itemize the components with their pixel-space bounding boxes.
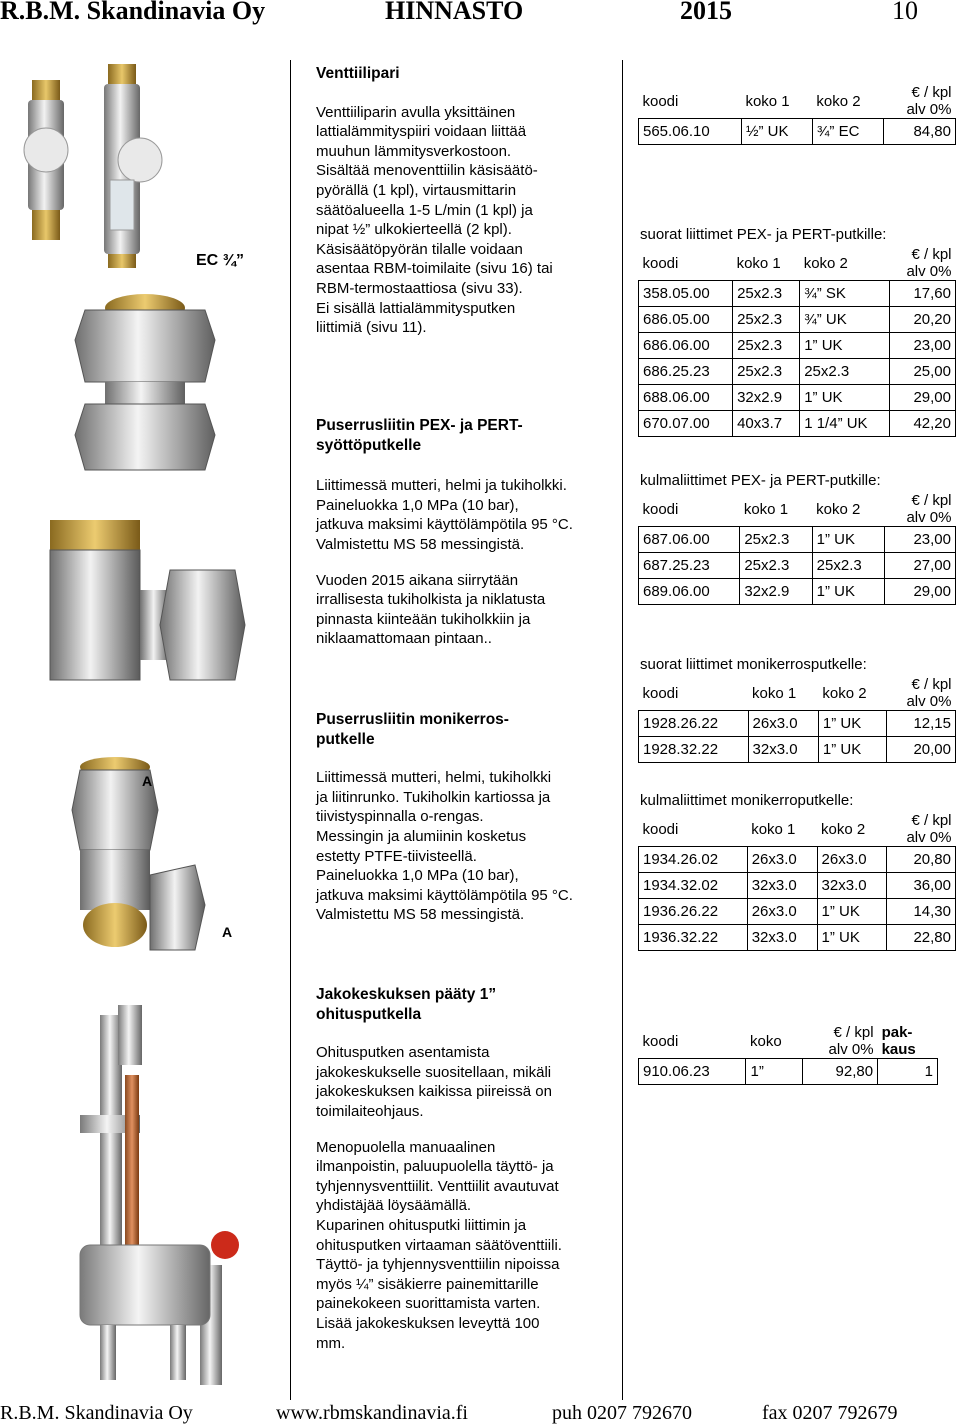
- text-line: myös ¼” sisäkierre painemittarille: [316, 1275, 539, 1293]
- table-label: kulmaliittimet monikerroputkelle:: [640, 792, 854, 809]
- col-header: € / kpl alv 0%: [906, 84, 952, 118]
- price-table-valve-pair: [638, 84, 956, 145]
- section-jakokeskus: [316, 985, 616, 1353]
- table-row: 1928.32.22 32x3.0 1” UK 20,00: [639, 737, 956, 763]
- text-line: Ohitusputken asentamista: [316, 1044, 490, 1062]
- text-line: painekokeen suorittamista varten.: [316, 1295, 541, 1313]
- text-line: Messingin ja alumiinin kosketus: [316, 827, 527, 845]
- table-row: 687.25.23 25x2.3 25x2.3 27,00: [639, 553, 956, 579]
- price-table-pex-straight: [638, 246, 956, 437]
- text-line: mm.: [316, 1334, 346, 1352]
- column-divider-left: [290, 60, 291, 1400]
- text-line: Täyttö- ja tyhjennysventtiilin nipoissa: [316, 1256, 560, 1274]
- price-table-multilayer-elbow: [638, 812, 956, 951]
- table-row: 687.06.00 25x2.3 1” UK 23,00: [639, 527, 956, 553]
- col-header: koodi: [642, 500, 679, 518]
- col-header: koodi: [642, 820, 679, 838]
- col-header: koko 2: [816, 500, 861, 518]
- text-line: liittimiä (sivu 11).: [316, 319, 427, 337]
- table-row: 688.06.00 32x2.9 1” UK 29,00: [639, 385, 956, 411]
- col-header: € / kpl alv 0%: [828, 1024, 874, 1058]
- text-line: yhdistäjää löysäämällä.: [316, 1197, 472, 1215]
- text-line: asentaa RBM-toimilaite (sivu 16) tai: [316, 260, 553, 278]
- col-header: koko 1: [745, 92, 790, 110]
- manifold-end-image: [20, 995, 270, 1395]
- header-year: 2015: [680, 0, 732, 25]
- col-header: koko 1: [751, 820, 796, 838]
- table-row: 1928.26.22 26x3.0 1” UK 12,15: [639, 711, 956, 737]
- col-header: koko 2: [816, 92, 861, 110]
- page-header: [0, 0, 960, 30]
- table-row: 670.07.00 40x3.7 1 1/4” UK 42,20: [639, 411, 956, 437]
- text-line: ohitusputken virtaaman säätöventtiili.: [316, 1236, 562, 1254]
- text-line: pinnasta kiinteään tukiholkkiin ja: [316, 610, 531, 628]
- text-line: jatkuva maksimi käyttölämpötila 95 °C.: [316, 516, 573, 534]
- page-footer: [0, 1402, 960, 1428]
- jakokeskus-heading-2: ohitusputkella: [316, 1005, 422, 1023]
- col-header: koko 2: [803, 254, 848, 272]
- table-row: [639, 119, 956, 145]
- section-monikerros: [316, 710, 616, 925]
- label-a-bottom: A: [222, 924, 233, 940]
- col-header: koko 2: [821, 820, 866, 838]
- text-line: Paineluokka 1,0 MPa (10 bar),: [316, 496, 519, 514]
- col-header: koko: [749, 1032, 782, 1050]
- col-header: koodi: [642, 254, 679, 272]
- text-line: Vuoden 2015 aikana siirrytään: [316, 571, 519, 589]
- header-company: R.B.M. Skandinavia Oy: [0, 0, 266, 25]
- col-header: koodi: [642, 684, 679, 702]
- cell-price: 84,80: [883, 119, 955, 145]
- text-line: nipat ½” ulkokierteellä (2 kpl).: [316, 221, 512, 239]
- venttiilipari-heading: Venttiilipari: [316, 65, 400, 82]
- table-row: 689.06.00 32x2.9 1” UK 29,00: [639, 579, 956, 605]
- header-page-number: 10: [892, 0, 918, 25]
- text-line: ilmanpoistin, paluupuolella täyttö- ja: [316, 1158, 554, 1176]
- text-line: lattialämmityspiiri voidaan liittää: [316, 123, 527, 141]
- column-divider-right: [622, 60, 623, 1400]
- table-row: 1934.26.02 26x3.0 26x3.0 20,80: [639, 847, 956, 873]
- cell-code: 565.06.10: [639, 119, 742, 145]
- text-line: jakokeskuksen kaikissa piireissä on: [316, 1083, 552, 1101]
- col-header: € / kpl alv 0%: [906, 246, 952, 280]
- pex-heading-2: syöttöputkelle: [316, 436, 422, 454]
- text-line: irrallisesta tukiholkista ja niklatusta: [316, 591, 546, 609]
- col-header: € / kpl alv 0%: [906, 812, 952, 846]
- table-row: 358.05.00 25x2.3 ¾” SK 17,60: [639, 281, 956, 307]
- cell-size2: ¾” EC: [812, 119, 883, 145]
- table-row: 686.05.00 25x2.3 ¾” UK 20,20: [639, 307, 956, 333]
- section-pex: [316, 416, 616, 649]
- pex-heading-1: Puserrusliitin PEX- ja PERT-: [316, 417, 523, 434]
- text-line: niklaamattomaan pintaan..: [316, 630, 492, 648]
- text-line: pyörällä (1 kpl), virtausmittarin: [316, 181, 517, 199]
- text-line: tyhjennysventtiilit. Venttiilit avautuvat: [316, 1177, 559, 1195]
- elbow-coupling-image: [40, 510, 250, 700]
- col-header: koodi: [642, 92, 679, 110]
- text-line: Ei sisällä lattialämmitysputken: [316, 299, 516, 317]
- table-label: suorat liittimet PEX- ja PERT-putkille:: [640, 226, 887, 243]
- text-line: Valmistettu MS 58 messingistä.: [316, 535, 525, 553]
- col-header: koko 1: [743, 500, 789, 518]
- table-row: 910.06.23 1” 92,80 1: [639, 1059, 938, 1085]
- footer-fax: fax 0207 792679: [762, 1402, 898, 1424]
- text-line: Liittimessä mutteri, helmi, tukiholkki: [316, 769, 552, 787]
- table-label: suorat liittimet monikerrosputkelle:: [640, 656, 867, 673]
- col-header: koko 1: [752, 684, 797, 702]
- text-line: jakokeskukselle suositellaan, mikäli: [316, 1063, 552, 1081]
- footer-company: R.B.M. Skandinavia Oy: [0, 1402, 193, 1424]
- footer-website[interactable]: www.rbmskandinavia.fi: [276, 1402, 468, 1424]
- text-line: muuhun lämmitysverkostoon.: [316, 142, 512, 160]
- monikerros-heading-2: putkelle: [316, 730, 375, 748]
- price-table-pex-elbow: [638, 492, 956, 605]
- col-header: pak- kaus: [881, 1024, 916, 1058]
- col-header: koodi: [642, 1032, 679, 1050]
- text-line: Menopuolella manuaalinen: [316, 1138, 496, 1156]
- text-line: toimilaiteohjaus.: [316, 1102, 424, 1120]
- text-line: ja liitinrunko. Tukiholkin kartiossa ja: [316, 788, 551, 806]
- price-table-multilayer-straight: [638, 676, 956, 763]
- table-row: 1934.32.02 32x3.0 32x3.0 36,00: [639, 873, 956, 899]
- text-line: Käsisäätöpyörän tilalle voidaan: [316, 240, 523, 258]
- table-row: 686.06.00 25x2.3 1” UK 23,00: [639, 333, 956, 359]
- text-line: säätöalueella 1-5 L/min (1 kpl) ja: [316, 201, 533, 219]
- table-label: kulmaliittimet PEX- ja PERT-putkille:: [640, 472, 881, 489]
- text-line: RBM-termostaattiosa (sivu 33).: [316, 279, 523, 297]
- text-line: Liittimessä mutteri, helmi ja tukiholkki.: [316, 477, 567, 495]
- col-header: € / kpl alv 0%: [906, 492, 952, 526]
- text-line: Paineluokka 1,0 MPa (10 bar),: [316, 867, 519, 885]
- table-row: 1936.26.22 26x3.0 1” UK 14,30: [639, 899, 956, 925]
- col-header: koko 1: [736, 254, 781, 272]
- ec-label: EC ¾”: [196, 252, 245, 269]
- footer-phone: puh 0207 792670: [552, 1402, 692, 1424]
- text-line: Valmistettu MS 58 messingistä.: [316, 906, 525, 924]
- col-header: koko 2: [822, 684, 867, 702]
- text-line: Kuparinen ohitusputki liittimin ja: [316, 1216, 527, 1234]
- valve-pair-image: [10, 60, 190, 270]
- section-venttiilipari: [316, 64, 616, 338]
- text-line: jatkuva maksimi käyttölämpötila 95 °C.: [316, 886, 573, 904]
- table-row: 1936.32.22 32x3.0 1” UK 22,80: [639, 925, 956, 951]
- header-title: HINNASTO: [385, 0, 524, 25]
- price-table-manifold-end: [638, 1024, 938, 1085]
- cell-size1: ½” UK: [741, 119, 812, 145]
- text-line: Venttiiliparin avulla yksittäinen: [316, 103, 516, 121]
- text-line: tiivistyspinnalla o-rengas.: [316, 808, 484, 826]
- text-line: Lisää jakokeskuksen leveyttä 100: [316, 1314, 540, 1332]
- jakokeskus-heading-1: Jakokeskuksen pääty 1”: [316, 986, 497, 1003]
- monikerros-heading-1: Puserrusliitin monikerros-: [316, 711, 509, 728]
- text-line: Sisältää menoventtiilin käsisäätö-: [316, 162, 538, 180]
- table-row: 686.25.23 25x2.3 25x2.3 25,00: [639, 359, 956, 385]
- straight-coupling-image: [70, 290, 220, 480]
- text-line: estetty PTFE-tiivisteellä.: [316, 847, 477, 865]
- col-header: € / kpl alv 0%: [906, 676, 952, 710]
- label-a-top: A: [142, 773, 153, 789]
